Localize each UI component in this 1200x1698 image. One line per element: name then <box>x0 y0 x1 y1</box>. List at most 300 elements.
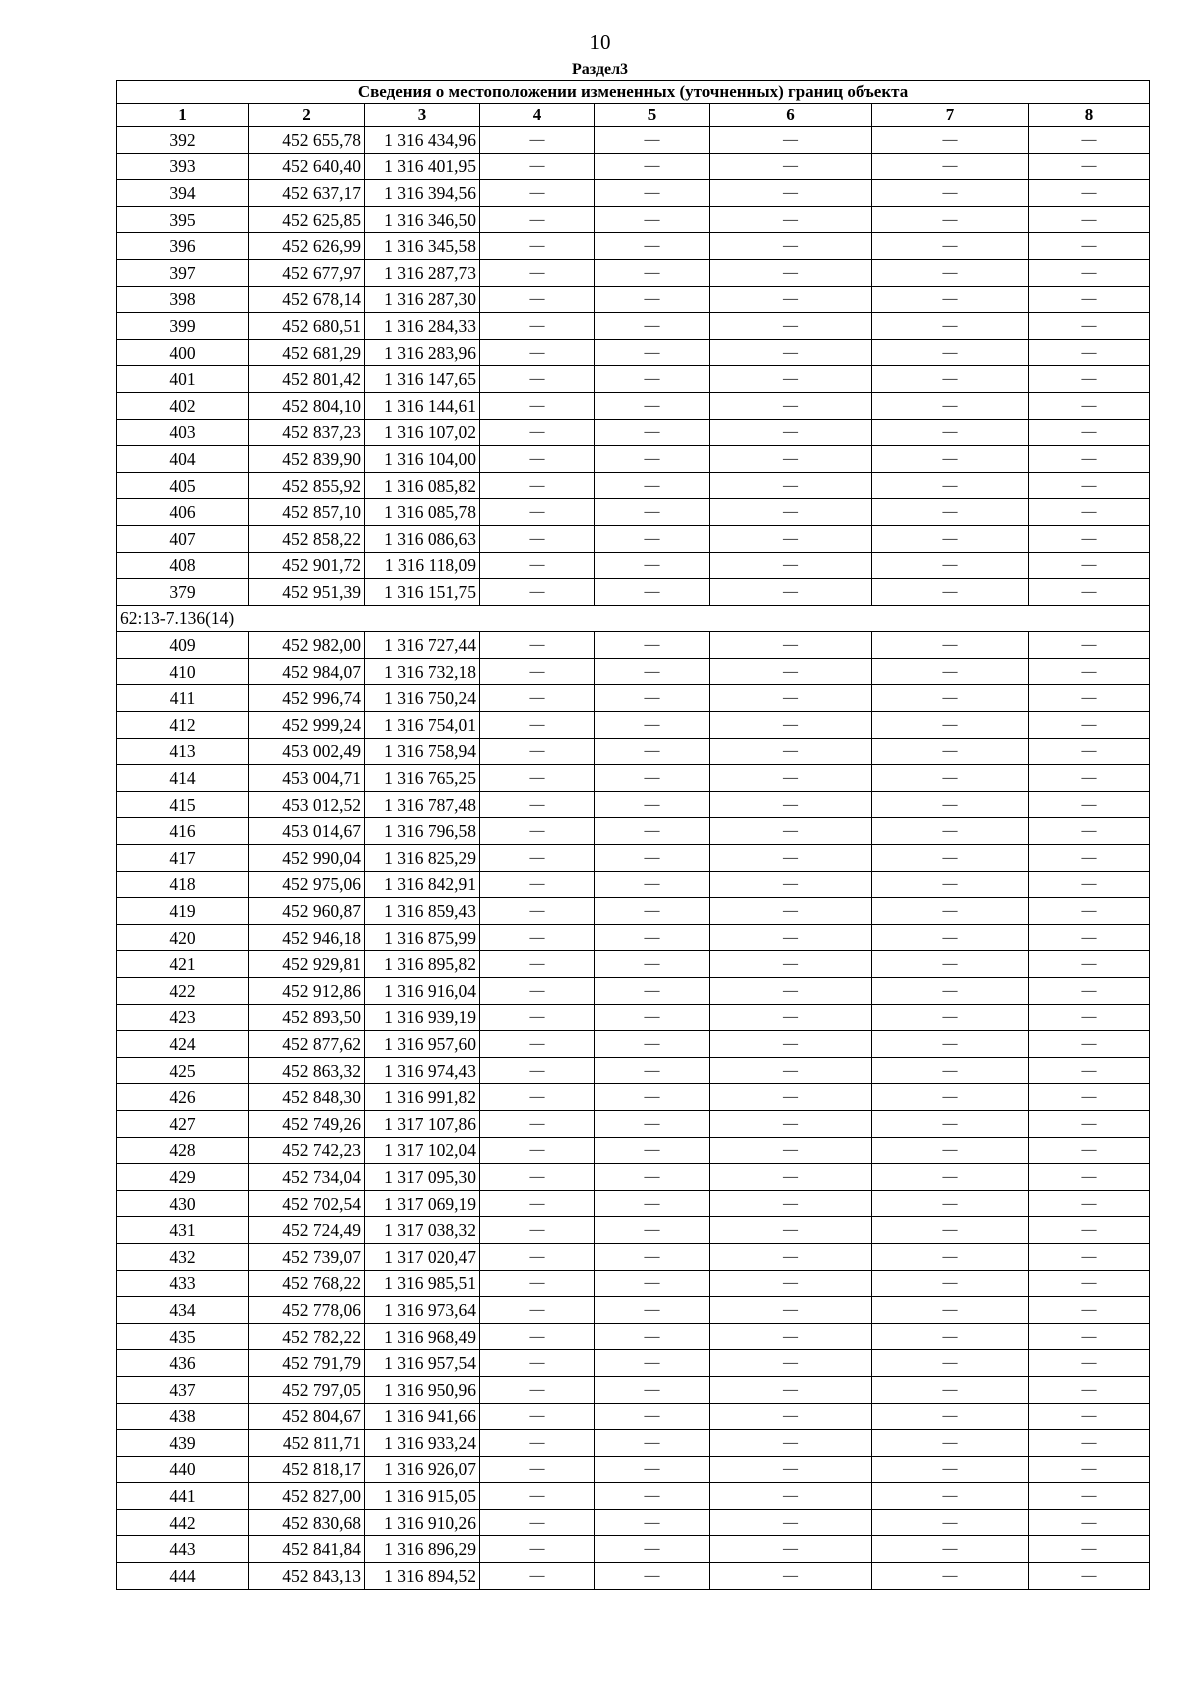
empty-value-cell: — <box>595 472 710 499</box>
y-coordinate-cell: 1 316 144,61 <box>365 392 480 419</box>
empty-value-cell: — <box>1029 127 1150 154</box>
empty-value-cell: — <box>1029 1137 1150 1164</box>
empty-value-cell: — <box>595 712 710 739</box>
empty-value-cell: — <box>595 871 710 898</box>
table-row <box>117 951 1150 978</box>
empty-value-cell: — <box>710 180 872 207</box>
empty-value-cell: — <box>872 1509 1029 1536</box>
empty-value-cell: — <box>1029 286 1150 313</box>
y-coordinate-cell: 1 316 394,56 <box>365 180 480 207</box>
x-coordinate-cell: 452 999,24 <box>249 712 365 739</box>
empty-value-cell: — <box>710 818 872 845</box>
empty-value-cell: — <box>1029 153 1150 180</box>
empty-value-cell: — <box>1029 712 1150 739</box>
empty-value-cell: — <box>710 871 872 898</box>
empty-value-cell: — <box>1029 1190 1150 1217</box>
y-coordinate-cell: 1 316 896,29 <box>365 1536 480 1563</box>
empty-value-cell: — <box>710 127 872 154</box>
empty-value-cell: — <box>1029 738 1150 765</box>
point-number-cell: 412 <box>117 712 249 739</box>
x-coordinate-cell: 452 702,54 <box>249 1190 365 1217</box>
x-coordinate-cell: 452 768,22 <box>249 1270 365 1297</box>
table-row <box>117 1084 1150 1111</box>
empty-value-cell: — <box>872 1004 1029 1031</box>
empty-value-cell: — <box>1029 419 1150 446</box>
table-row <box>117 1430 1150 1457</box>
empty-value-cell: — <box>1029 1563 1150 1590</box>
empty-value-cell: — <box>480 392 595 419</box>
empty-value-cell: — <box>595 1190 710 1217</box>
y-coordinate-cell: 1 316 284,33 <box>365 313 480 340</box>
empty-value-cell: — <box>480 1430 595 1457</box>
y-coordinate-cell: 1 317 107,86 <box>365 1110 480 1137</box>
x-coordinate-cell: 452 626,99 <box>249 233 365 260</box>
table-row <box>117 712 1150 739</box>
y-coordinate-cell: 1 316 957,60 <box>365 1031 480 1058</box>
y-coordinate-cell: 1 316 916,04 <box>365 978 480 1005</box>
empty-value-cell: — <box>1029 1456 1150 1483</box>
empty-value-cell: — <box>480 552 595 579</box>
empty-value-cell: — <box>872 127 1029 154</box>
empty-value-cell: — <box>1029 472 1150 499</box>
empty-value-cell: — <box>595 658 710 685</box>
empty-value-cell: — <box>595 499 710 526</box>
x-coordinate-cell: 452 811,71 <box>249 1430 365 1457</box>
x-coordinate-cell: 452 804,10 <box>249 392 365 419</box>
empty-value-cell: — <box>872 286 1029 313</box>
empty-value-cell: — <box>710 1509 872 1536</box>
empty-value-cell: — <box>595 1243 710 1270</box>
table-row <box>117 978 1150 1005</box>
x-coordinate-cell: 452 982,00 <box>249 632 365 659</box>
table-row <box>117 233 1150 260</box>
x-coordinate-cell: 452 855,92 <box>249 472 365 499</box>
empty-value-cell: — <box>1029 339 1150 366</box>
column-header: 3 <box>365 104 480 127</box>
empty-value-cell: — <box>872 1031 1029 1058</box>
empty-value-cell: — <box>872 924 1029 951</box>
empty-value-cell: — <box>1029 1270 1150 1297</box>
x-coordinate-cell: 452 857,10 <box>249 499 365 526</box>
empty-value-cell: — <box>872 1403 1029 1430</box>
table-row <box>117 366 1150 393</box>
empty-value-cell: — <box>872 1350 1029 1377</box>
column-header-row <box>117 104 1150 127</box>
table-row <box>117 1110 1150 1137</box>
empty-value-cell: — <box>1029 685 1150 712</box>
table-row <box>117 1483 1150 1510</box>
empty-value-cell: — <box>710 339 872 366</box>
table-row <box>117 1297 1150 1324</box>
empty-value-cell: — <box>595 924 710 951</box>
x-coordinate-cell: 452 837,23 <box>249 419 365 446</box>
empty-value-cell: — <box>1029 1110 1150 1137</box>
empty-value-cell: — <box>480 313 595 340</box>
point-number-cell: 404 <box>117 446 249 473</box>
x-coordinate-cell: 452 990,04 <box>249 845 365 872</box>
empty-value-cell: — <box>710 419 872 446</box>
empty-value-cell: — <box>872 658 1029 685</box>
empty-value-cell: — <box>480 924 595 951</box>
x-coordinate-cell: 452 739,07 <box>249 1243 365 1270</box>
point-number-cell: 439 <box>117 1430 249 1457</box>
empty-value-cell: — <box>1029 1509 1150 1536</box>
empty-value-cell: — <box>480 951 595 978</box>
empty-value-cell: — <box>872 1270 1029 1297</box>
point-number-cell: 415 <box>117 791 249 818</box>
x-coordinate-cell: 452 681,29 <box>249 339 365 366</box>
empty-value-cell: — <box>595 1509 710 1536</box>
empty-value-cell: — <box>710 1323 872 1350</box>
table-row <box>117 206 1150 233</box>
empty-value-cell: — <box>480 818 595 845</box>
y-coordinate-cell: 1 317 069,19 <box>365 1190 480 1217</box>
empty-value-cell: — <box>480 1057 595 1084</box>
empty-value-cell: — <box>872 738 1029 765</box>
empty-value-cell: — <box>1029 525 1150 552</box>
empty-value-cell: — <box>480 1376 595 1403</box>
empty-value-cell: — <box>710 1270 872 1297</box>
table-row <box>117 1456 1150 1483</box>
empty-value-cell: — <box>710 658 872 685</box>
table-row <box>117 153 1150 180</box>
empty-value-cell: — <box>595 180 710 207</box>
column-header: 8 <box>1029 104 1150 127</box>
empty-value-cell: — <box>710 1563 872 1590</box>
empty-value-cell: — <box>595 366 710 393</box>
page-number: 10 <box>589 30 611 54</box>
empty-value-cell: — <box>480 339 595 366</box>
empty-value-cell: — <box>872 153 1029 180</box>
empty-value-cell: — <box>480 1509 595 1536</box>
empty-value-cell: — <box>595 552 710 579</box>
empty-value-cell: — <box>480 206 595 233</box>
y-coordinate-cell: 1 316 401,95 <box>365 153 480 180</box>
point-number-cell: 392 <box>117 127 249 154</box>
table-row <box>117 472 1150 499</box>
empty-value-cell: — <box>595 1084 710 1111</box>
x-coordinate-cell: 452 778,06 <box>249 1297 365 1324</box>
table-row <box>117 1137 1150 1164</box>
empty-value-cell: — <box>710 1430 872 1457</box>
empty-value-cell: — <box>480 791 595 818</box>
empty-value-cell: — <box>1029 1323 1150 1350</box>
empty-value-cell: — <box>480 738 595 765</box>
y-coordinate-cell: 1 316 985,51 <box>365 1270 480 1297</box>
point-number-cell: 420 <box>117 924 249 951</box>
table-row <box>117 765 1150 792</box>
point-number-cell: 399 <box>117 313 249 340</box>
empty-value-cell: — <box>710 951 872 978</box>
empty-value-cell: — <box>710 499 872 526</box>
empty-value-cell: — <box>872 1297 1029 1324</box>
table-row <box>117 579 1150 606</box>
empty-value-cell: — <box>1029 1403 1150 1430</box>
y-coordinate-cell: 1 316 787,48 <box>365 791 480 818</box>
table-row <box>117 259 1150 286</box>
empty-value-cell: — <box>710 1031 872 1058</box>
point-number-cell: 396 <box>117 233 249 260</box>
empty-value-cell: — <box>595 1297 710 1324</box>
table-row <box>117 419 1150 446</box>
point-number-cell: 433 <box>117 1270 249 1297</box>
empty-value-cell: — <box>872 1217 1029 1244</box>
empty-value-cell: — <box>480 871 595 898</box>
x-coordinate-cell: 452 841,84 <box>249 1536 365 1563</box>
y-coordinate-cell: 1 317 038,32 <box>365 1217 480 1244</box>
empty-value-cell: — <box>595 1217 710 1244</box>
y-coordinate-cell: 1 316 151,75 <box>365 579 480 606</box>
y-coordinate-cell: 1 316 974,43 <box>365 1057 480 1084</box>
x-coordinate-cell: 452 734,04 <box>249 1164 365 1191</box>
empty-value-cell: — <box>480 632 595 659</box>
empty-value-cell: — <box>872 898 1029 925</box>
empty-value-cell: — <box>872 366 1029 393</box>
y-coordinate-cell: 1 316 910,26 <box>365 1509 480 1536</box>
empty-value-cell: — <box>480 765 595 792</box>
empty-value-cell: — <box>595 206 710 233</box>
empty-value-cell: — <box>710 978 872 1005</box>
empty-value-cell: — <box>872 446 1029 473</box>
empty-value-cell: — <box>872 1563 1029 1590</box>
x-coordinate-cell: 452 946,18 <box>249 924 365 951</box>
y-coordinate-cell: 1 316 732,18 <box>365 658 480 685</box>
y-coordinate-cell: 1 316 346,50 <box>365 206 480 233</box>
table-row <box>117 924 1150 951</box>
empty-value-cell: — <box>1029 1084 1150 1111</box>
empty-value-cell: — <box>480 1217 595 1244</box>
table-row <box>117 898 1150 925</box>
empty-value-cell: — <box>1029 579 1150 606</box>
empty-value-cell: — <box>710 1350 872 1377</box>
empty-value-cell: — <box>595 1110 710 1137</box>
point-number-cell: 379 <box>117 579 249 606</box>
x-coordinate-cell: 452 640,40 <box>249 153 365 180</box>
point-number-cell: 443 <box>117 1536 249 1563</box>
empty-value-cell: — <box>1029 1430 1150 1457</box>
x-coordinate-cell: 452 843,13 <box>249 1563 365 1590</box>
y-coordinate-cell: 1 316 950,96 <box>365 1376 480 1403</box>
y-coordinate-cell: 1 316 926,07 <box>365 1456 480 1483</box>
x-coordinate-cell: 452 848,30 <box>249 1084 365 1111</box>
x-coordinate-cell: 452 804,67 <box>249 1403 365 1430</box>
empty-value-cell: — <box>710 233 872 260</box>
x-coordinate-cell: 452 912,86 <box>249 978 365 1005</box>
empty-value-cell: — <box>1029 1243 1150 1270</box>
table-row <box>117 658 1150 685</box>
empty-value-cell: — <box>595 1350 710 1377</box>
empty-value-cell: — <box>710 552 872 579</box>
empty-value-cell: — <box>710 472 872 499</box>
empty-value-cell: — <box>710 1403 872 1430</box>
table-row <box>117 791 1150 818</box>
empty-value-cell: — <box>710 1376 872 1403</box>
empty-value-cell: — <box>710 286 872 313</box>
empty-value-cell: — <box>710 1483 872 1510</box>
y-coordinate-cell: 1 316 825,29 <box>365 845 480 872</box>
empty-value-cell: — <box>872 818 1029 845</box>
empty-value-cell: — <box>480 1243 595 1270</box>
empty-value-cell: — <box>1029 392 1150 419</box>
x-coordinate-cell: 452 960,87 <box>249 898 365 925</box>
empty-value-cell: — <box>1029 1004 1150 1031</box>
point-number-cell: 429 <box>117 1164 249 1191</box>
empty-value-cell: — <box>480 180 595 207</box>
table-row <box>117 286 1150 313</box>
point-number-cell: 423 <box>117 1004 249 1031</box>
empty-value-cell: — <box>595 313 710 340</box>
empty-value-cell: — <box>1029 898 1150 925</box>
y-coordinate-cell: 1 316 287,73 <box>365 259 480 286</box>
empty-value-cell: — <box>710 1217 872 1244</box>
empty-value-cell: — <box>595 1430 710 1457</box>
x-coordinate-cell: 452 724,49 <box>249 1217 365 1244</box>
empty-value-cell: — <box>595 1137 710 1164</box>
y-coordinate-cell: 1 316 895,82 <box>365 951 480 978</box>
table-row <box>117 1509 1150 1536</box>
empty-value-cell: — <box>595 525 710 552</box>
empty-value-cell: — <box>595 1376 710 1403</box>
empty-value-cell: — <box>872 1084 1029 1111</box>
table-row <box>117 446 1150 473</box>
empty-value-cell: — <box>872 1243 1029 1270</box>
empty-value-cell: — <box>710 525 872 552</box>
table-row <box>117 392 1150 419</box>
empty-value-cell: — <box>1029 1376 1150 1403</box>
point-number-cell: 405 <box>117 472 249 499</box>
empty-value-cell: — <box>480 1456 595 1483</box>
empty-value-cell: — <box>595 1323 710 1350</box>
empty-value-cell: — <box>872 339 1029 366</box>
empty-value-cell: — <box>710 712 872 739</box>
empty-value-cell: — <box>872 712 1029 739</box>
point-number-cell: 428 <box>117 1137 249 1164</box>
x-coordinate-cell: 452 877,62 <box>249 1031 365 1058</box>
point-number-cell: 426 <box>117 1084 249 1111</box>
point-number-cell: 440 <box>117 1456 249 1483</box>
coordinates-table <box>116 80 1150 1590</box>
point-number-cell: 432 <box>117 1243 249 1270</box>
empty-value-cell: — <box>1029 658 1150 685</box>
empty-value-cell: — <box>872 632 1029 659</box>
empty-value-cell: — <box>480 1190 595 1217</box>
x-coordinate-cell: 452 742,23 <box>249 1137 365 1164</box>
point-number-cell: 394 <box>117 180 249 207</box>
empty-value-cell: — <box>872 472 1029 499</box>
x-coordinate-cell: 452 858,22 <box>249 525 365 552</box>
empty-value-cell: — <box>872 765 1029 792</box>
x-coordinate-cell: 452 830,68 <box>249 1509 365 1536</box>
empty-value-cell: — <box>595 1483 710 1510</box>
point-number-cell: 417 <box>117 845 249 872</box>
empty-value-cell: — <box>480 472 595 499</box>
table-row <box>117 632 1150 659</box>
empty-value-cell: — <box>480 845 595 872</box>
point-number-cell: 437 <box>117 1376 249 1403</box>
empty-value-cell: — <box>595 127 710 154</box>
y-coordinate-cell: 1 317 020,47 <box>365 1243 480 1270</box>
point-number-cell: 408 <box>117 552 249 579</box>
empty-value-cell: — <box>480 685 595 712</box>
empty-value-cell: — <box>480 259 595 286</box>
empty-value-cell: — <box>710 898 872 925</box>
empty-value-cell: — <box>710 1110 872 1137</box>
table-row <box>117 685 1150 712</box>
point-number-cell: 416 <box>117 818 249 845</box>
point-number-cell: 403 <box>117 419 249 446</box>
group-label-row <box>117 605 1150 632</box>
empty-value-cell: — <box>872 313 1029 340</box>
table-row <box>117 313 1150 340</box>
y-coordinate-cell: 1 316 968,49 <box>365 1323 480 1350</box>
empty-value-cell: — <box>480 579 595 606</box>
point-number-cell: 401 <box>117 366 249 393</box>
point-number-cell: 407 <box>117 525 249 552</box>
point-number-cell: 406 <box>117 499 249 526</box>
empty-value-cell: — <box>872 791 1029 818</box>
empty-value-cell: — <box>595 153 710 180</box>
empty-value-cell: — <box>480 712 595 739</box>
empty-value-cell: — <box>872 259 1029 286</box>
empty-value-cell: — <box>872 579 1029 606</box>
empty-value-cell: — <box>1029 1297 1150 1324</box>
empty-value-cell: — <box>1029 1483 1150 1510</box>
point-number-cell: 414 <box>117 765 249 792</box>
empty-value-cell: — <box>1029 632 1150 659</box>
empty-value-cell: — <box>710 446 872 473</box>
x-coordinate-cell: 452 655,78 <box>249 127 365 154</box>
y-coordinate-cell: 1 316 104,00 <box>365 446 480 473</box>
empty-value-cell: — <box>872 1137 1029 1164</box>
empty-value-cell: — <box>710 1057 872 1084</box>
table-row <box>117 1403 1150 1430</box>
empty-value-cell: — <box>1029 818 1150 845</box>
empty-value-cell: — <box>710 1243 872 1270</box>
empty-value-cell: — <box>710 924 872 951</box>
empty-value-cell: — <box>1029 1057 1150 1084</box>
empty-value-cell: — <box>595 1563 710 1590</box>
empty-value-cell: — <box>1029 1217 1150 1244</box>
empty-value-cell: — <box>710 392 872 419</box>
x-coordinate-cell: 452 996,74 <box>249 685 365 712</box>
empty-value-cell: — <box>595 1031 710 1058</box>
empty-value-cell: — <box>595 632 710 659</box>
y-coordinate-cell: 1 316 875,99 <box>365 924 480 951</box>
point-number-cell: 413 <box>117 738 249 765</box>
empty-value-cell: — <box>595 233 710 260</box>
table-caption: Сведения о местоположении измененных (уточненных) границ объекта <box>117 81 1150 104</box>
column-header: 4 <box>480 104 595 127</box>
x-coordinate-cell: 452 782,22 <box>249 1323 365 1350</box>
empty-value-cell: — <box>710 1164 872 1191</box>
x-coordinate-cell: 452 839,90 <box>249 446 365 473</box>
empty-value-cell: — <box>480 1084 595 1111</box>
point-number-cell: 411 <box>117 685 249 712</box>
empty-value-cell: — <box>595 685 710 712</box>
empty-value-cell: — <box>1029 552 1150 579</box>
point-number-cell: 418 <box>117 871 249 898</box>
x-coordinate-cell: 452 749,26 <box>249 1110 365 1137</box>
table-row <box>117 1057 1150 1084</box>
empty-value-cell: — <box>595 1004 710 1031</box>
empty-value-cell: — <box>1029 1350 1150 1377</box>
x-coordinate-cell: 452 893,50 <box>249 1004 365 1031</box>
empty-value-cell: — <box>595 1536 710 1563</box>
table-row <box>117 1190 1150 1217</box>
empty-value-cell: — <box>480 1270 595 1297</box>
point-number-cell: 395 <box>117 206 249 233</box>
empty-value-cell: — <box>1029 1031 1150 1058</box>
